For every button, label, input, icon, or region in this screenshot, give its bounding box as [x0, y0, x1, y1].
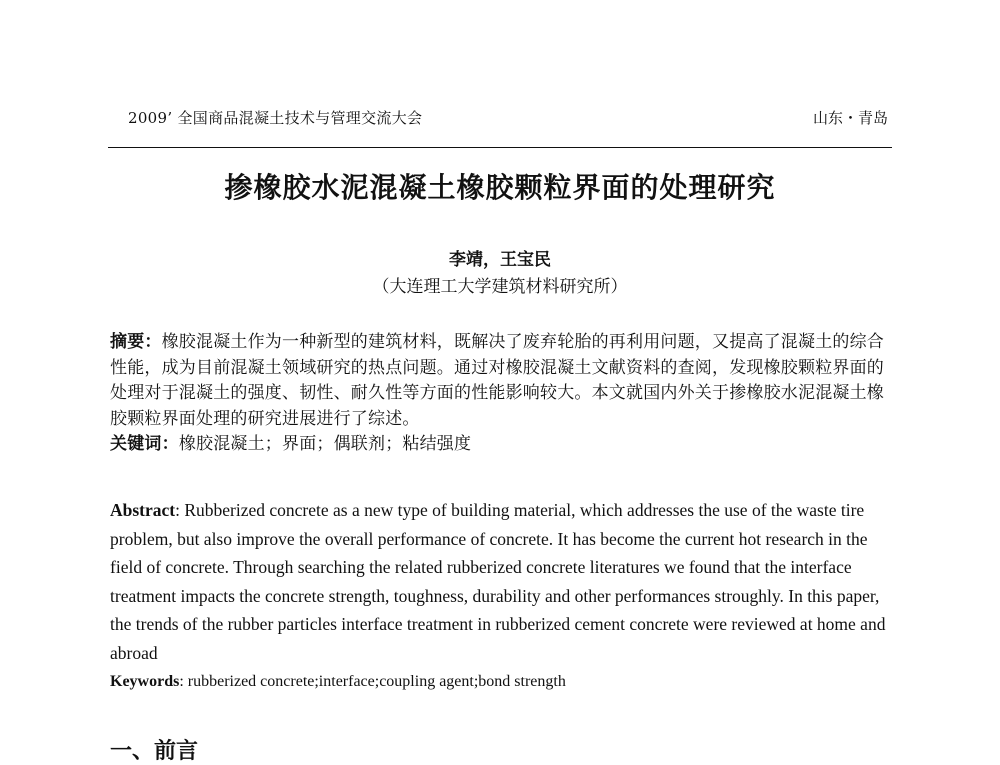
section-heading: 一、前言	[110, 738, 199, 764]
conference-location: 山东・青岛	[812, 109, 888, 127]
abstract-en-block	[110, 496, 895, 696]
keywords-en	[110, 668, 895, 697]
abstract-en	[110, 496, 895, 668]
abstract-en-text: : Rubberized concrete as a new type of building material, which addresses the use of the waste tire problem, but also improve the overall performance of concrete. It has become the current hot research in the field of concrete. Through searching the related rubberized concrete literatures we found that the interface treatment impacts the concrete strength, toughness, durability and other performances stroughly. In this paper, the trends of the rubber particles interface treatment in rubberized cement concrete were reviewed at home and abroad	[110, 500, 886, 663]
paper-title: 掺橡胶水泥混凝土橡胶颗粒界面的处理研究	[224, 171, 776, 204]
abstract-cn	[110, 330, 890, 432]
conference-name: 2009’ 全国商品混凝土技术与管理交流大会	[128, 109, 423, 127]
abstract-en-label: Abstract	[110, 500, 176, 520]
keywords-cn-label: 关键词：	[110, 434, 179, 454]
affiliation: （大连理工大学建筑材料研究所）	[372, 277, 628, 297]
abstract-cn-label: 摘要：	[110, 332, 162, 352]
abstract-cn-block	[110, 330, 890, 458]
keywords-cn-text: 橡胶混凝土；界面；偶联剂；粘结强度	[178, 434, 472, 454]
header-divider	[108, 147, 892, 148]
keywords-cn	[110, 432, 890, 458]
keywords-en-text: : rubberized concrete;interface;coupling agent;bond strength	[179, 672, 566, 690]
authors: 李靖，王宝民	[449, 250, 551, 270]
keywords-en-label: Keywords	[110, 672, 180, 690]
abstract-cn-text: 橡胶混凝土作为一种新型的建筑材料，既解决了废弃轮胎的再利用问题，又提高了混凝土的综合性能，成为目前混凝土领域研究的热点问题。通过对橡胶混凝土文献资料的查阅，发现橡胶颗粒界面的处理对于混凝土的强度、韧性、耐久性等方面的性能影响较大。本文就国内外关于掺橡胶水泥混凝土橡胶颗粒界面处理的研究进展进行了综述。	[110, 332, 885, 429]
